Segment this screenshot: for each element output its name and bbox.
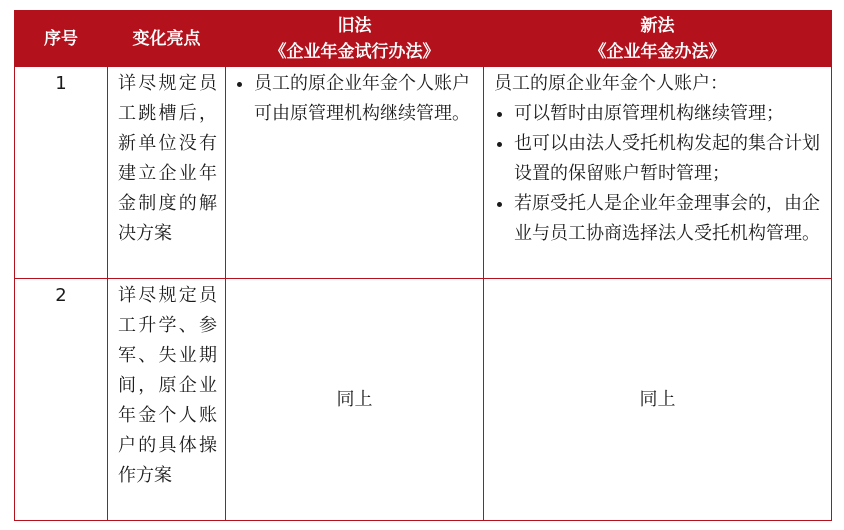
header-new-law-name: 《企业年金办法》 (589, 41, 726, 62)
old-law-list (234, 69, 475, 129)
comparison-table (14, 10, 832, 521)
list-item: • 员工的原企业年金个人账户可由原管理机构继续管理。 (254, 69, 475, 129)
row-new-law (484, 67, 832, 279)
header-new-law (484, 11, 832, 67)
list-item: • 也可以由法人受托机构发起的集合计划设置的保留账户暂时管理； (514, 129, 823, 189)
row-highlight: 详尽规定员工升学、参军、失业期间，原企业年金个人账户的具体操作方案 (108, 279, 226, 521)
row-old-law: 同上 (226, 279, 484, 521)
header-row (15, 11, 832, 67)
row-index: 2 (15, 279, 108, 521)
table-row (15, 67, 832, 279)
row-highlight: 详尽规定员工跳槽后，新单位没有建立企业年金制度的解决方案 (108, 67, 226, 279)
header-index-label: 序号 (44, 28, 78, 49)
header-highlight (108, 11, 226, 67)
row-new-law: 同上 (484, 279, 832, 521)
header-old-law-title: 旧法 (337, 15, 372, 36)
list-item: • 可以暂时由原管理机构继续管理； (514, 99, 823, 129)
new-law-list (494, 99, 823, 249)
new-law-intro: 员工的原企业年金个人账户： (494, 73, 728, 94)
row-old-law (226, 67, 484, 279)
list-item: • 若原受托人是企业年金理事会的，由企业与员工协商选择法人受托机构管理。 (514, 189, 823, 249)
row-index: 1 (15, 67, 108, 279)
header-old-law-name: 《企业年金试行办法》 (269, 41, 440, 62)
header-index (15, 11, 108, 67)
table-row (15, 279, 832, 521)
header-highlight-label: 变化亮点 (132, 28, 201, 49)
header-new-law-title: 新法 (640, 15, 675, 36)
header-old-law (226, 11, 484, 67)
